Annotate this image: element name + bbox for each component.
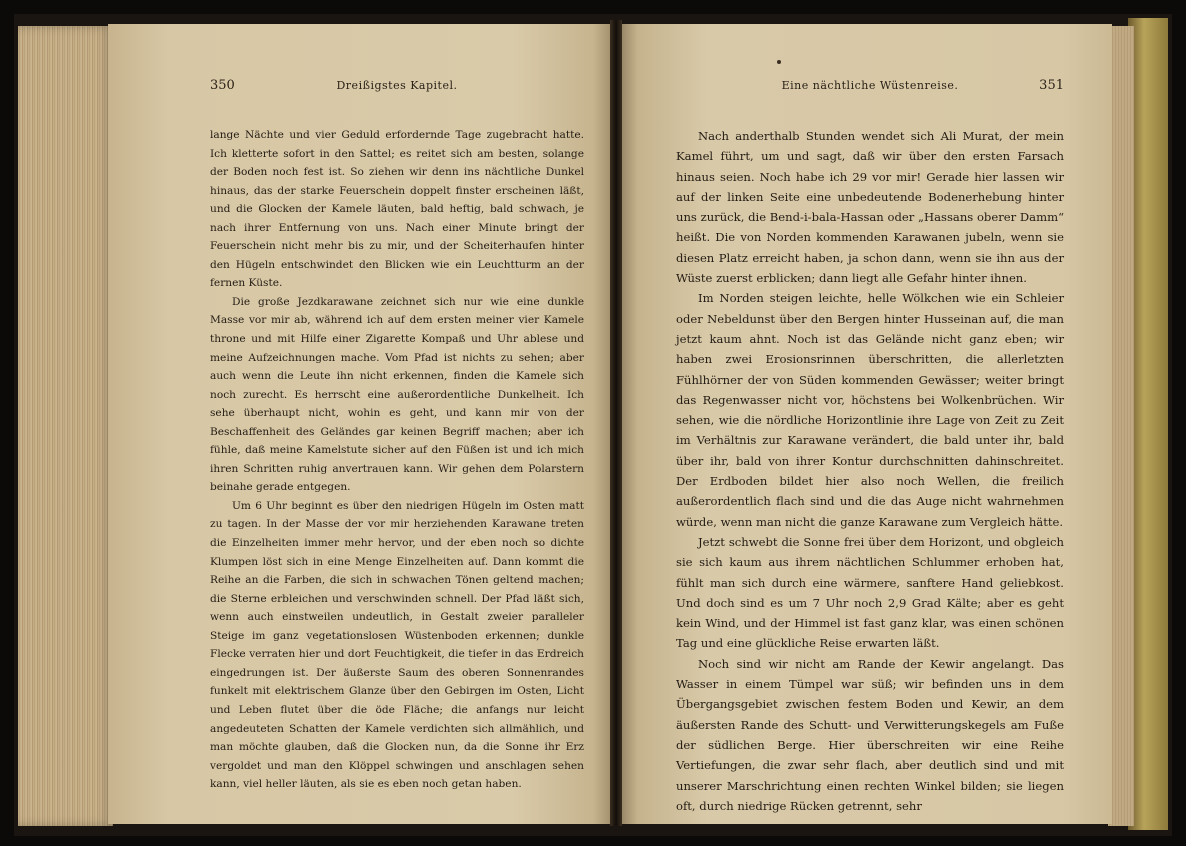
paragraph: Im Norden steigen leichte, helle Wölkchen wie ein Schleier oder Nebeldunst über den Bergen hinter Husseinan auf, die man jetzt kaum ahnt. Noch ist das Gelände nicht ganz eben; wir haben zwei Erosionsrinnen überschritten, die allerletzten Fühlhörner der von Süden kommenden Gewässer; weiter bringt das Regenwasser nicht vor, höchstens bei Wolkenbrüchen. Wir sehen, wie die nördliche Horizontlinie ihre Lage von Zeit zu Zeit im Verhältnis zur Karawane verändert, die bald unter ihr, bald über ihr, bald von ihrer Kontur durchschnitten dahinschreitet. Der Erdboden bildet hier also noch Wellen, die freilich außerordentlich flach sind und die das Auge nicht wahrnehmen würde, wenn man nicht die ganze Karawane zum Vergleich hätte. xyxy=(676,291,1064,529)
running-title: Dreißigstes Kapitel. xyxy=(336,79,458,92)
page-stack-left xyxy=(18,26,113,826)
left-page-header xyxy=(210,78,584,96)
book-gutter xyxy=(610,20,622,826)
paragraph: Um 6 Uhr beginnt es über den niedrigen Hügeln im Osten matt zu tagen. In der Masse der vor mir herziehenden Karawane treten die Einzelheiten immer mehr hervor, und der eben noch so dichte Klumpen löst sich in eine Menge Einzelheiten auf. Dann kommt die Reihe an die Farben, die sich in schwachen Tönen geltend machen; die Sterne erbleichen und verschwinden schnell. Der Pfad läßt sich, wenn auch einstweilen undeutlich, in Gestalt zweier paralleler Steige im ganz vegetationslosen Wüstenboden erkennen; dunkle Flecke verraten hier und dort Feuchtigkeit, die tiefer in das Erdreich eingedrungen ist. Der äußerste Saum des oberen Sonnenrandes funkelt mit elektrischem Glanze über den Gebirgen im Osten, Licht und Leben flutet über die öde Fläche; die anfangs nur leicht angedeuteten Schatten der Kamele verdichten sich allmählich, und man möchte glauben, daß die Glocken nun, da die Sonne ihr Erz vergoldet und man den Klöppel schwingen und anschlagen sehen kann, viel heller läuten, als sie es eben noch getan haben. xyxy=(210,499,584,791)
left-page-text xyxy=(210,126,584,794)
paragraph: lange Nächte und vier Geduld erfordernde Tage zugebracht hatte. Ich kletterte sofort in den Sattel; es reitet sich am besten, solange der Boden noch fest ist. So ziehen wir denn ins nächtliche Dunkel hinaus, das der starke Feuerschein doppelt finster erscheinen läßt, und die Glocken der Kamele läuten, bald heftig, bald schwach, je nach ihrer Entfernung von uns. Nach einer Minute bringt der Feuerschein nicht mehr bis zu mir, und der Scheiterhaufen hinter den Hügeln entschwindet den Blicken wie ein Leuchtturm an der fernen Küste. xyxy=(210,129,584,290)
paragraph: Jetzt schwebt die Sonne frei über dem Horizont, und obgleich sie sich kaum aus ihrem nächtlichen Schlummer erhoben hat, fühlt man sich durch eine wärmere, sanftere Hand geliebkost. Und doch sind es um 7 Uhr noch 2,9 Grad Kälte; aber es geht kein Wind, und der Himmel ist fast ganz klar, was einen schönen Tag und eine glückliche Reise erwarten läßt. xyxy=(676,534,1064,651)
paragraph: Die große Jezdkarawane zeichnet sich nur wie eine dunkle Masse vor mir ab, während ich auf dem ersten meiner vier Kamele throne und mit Hilfe einer Zigarette Kompaß und Uhr ablese und meine Aufzeichnungen mache. Vom Pfad ist nichts zu sehen; aber auch wenn die Leute ihn nicht erkennen, finden die Kamele sich noch zurecht. Es herrscht eine außerordentliche Dunkelheit. Ich sehe überhaupt nicht, wohin es geht, und kann mir von der Beschaffenheit des Geländes gar keinen Begriff machen; aber ich fühle, daß meine Kamelstute sicher auf den Füßen ist und ich mich ihren Schritten ruhig anvertrauen kann. Wir gehen dem Polarstern beinahe gerade entgegen. xyxy=(210,295,584,494)
page-number: 350 xyxy=(210,78,235,93)
book-cover-edge xyxy=(1128,18,1168,830)
page-number: 351 xyxy=(1039,78,1064,93)
right-page-text xyxy=(676,126,1064,816)
right-page-header xyxy=(676,78,1064,96)
ink-speck xyxy=(777,60,781,64)
paragraph: Noch sind wir nicht am Rande der Kewir angelangt. Das Wasser in einem Tümpel war süß; wir befinden uns in dem Übergangsgebiet zwischen festem Boden und Kewir, an dem äußersten Rande des Schutt- und Verwitterungskegels am Fuße der südlichen Berge. Hier überschreiten wir eine Reihe Vertiefungen, die zwar sehr flach, aber deutlich sind und mit unserer Marschrichtung einen rechten Winkel bilden; sie liegen oft, durch niedrige Rücken getrennt, sehr xyxy=(676,656,1064,813)
running-title: Eine nächtliche Wüstenreise. xyxy=(781,79,959,92)
paragraph: Nach anderthalb Stunden wendet sich Ali Murat, der mein Kamel führt, um und sagt, daß wir über den ersten Farsach hinaus seien. Noch habe ich 29 vor mir! Gerade hier lassen wir auf der linken Seite eine unbedeutende Bodenerhebung hinter uns zurück, die Bend-i-bala-Hassan oder „Hassans oberer Damm“ heißt. Die von Norden kommenden Karawanen jubeln, wenn sie diesen Platz erreicht haben, ja schon dann, wenn sie ihn aus der Wüste zuerst erblicken; dann liegt alle Gefahr hinter ihnen. xyxy=(676,129,1064,286)
